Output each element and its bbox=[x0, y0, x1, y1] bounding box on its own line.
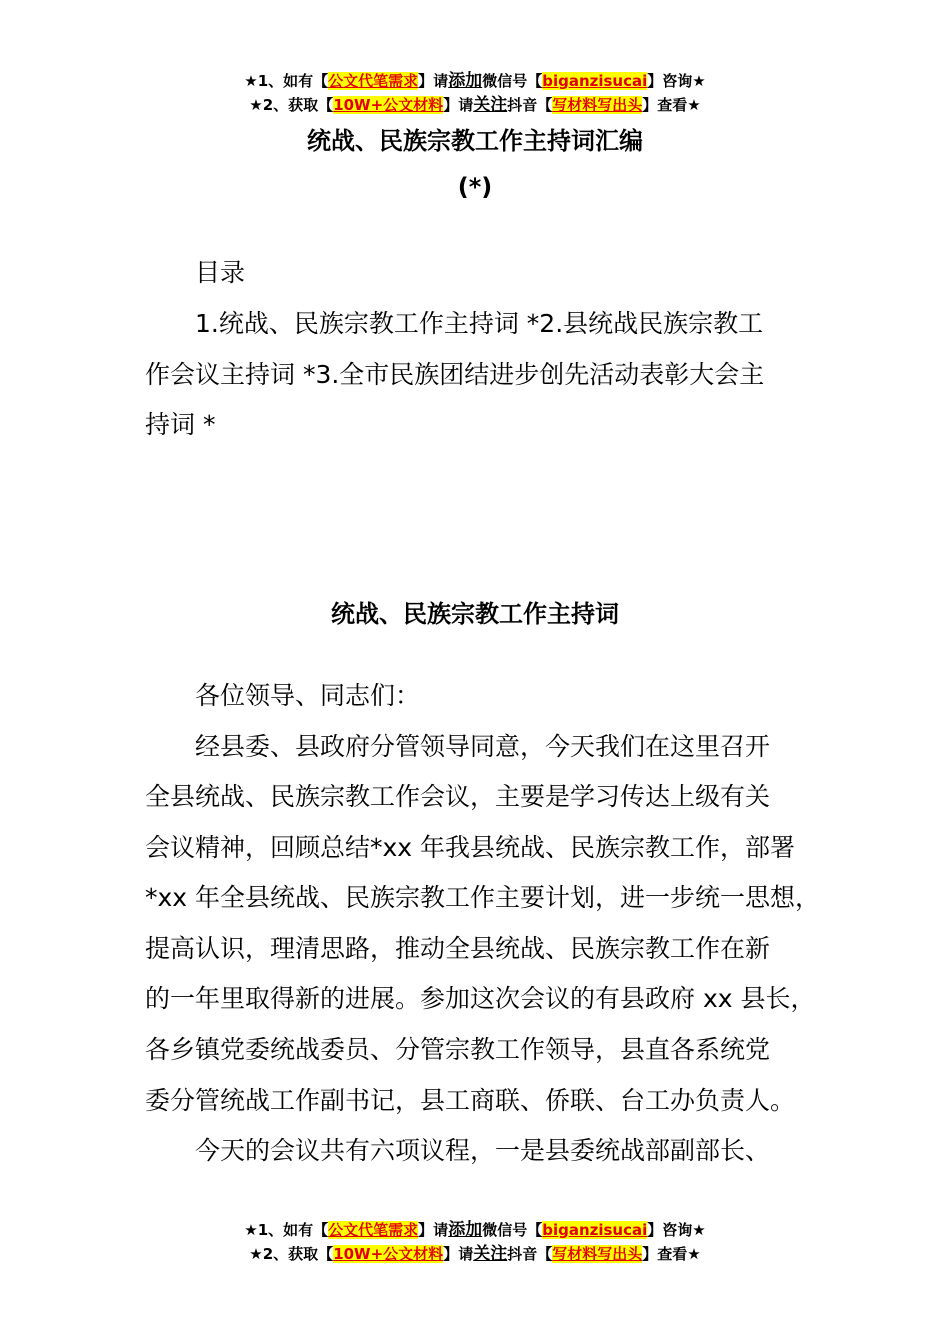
promo-text: 添加 bbox=[448, 71, 483, 91]
promo-text: 】查看★ bbox=[642, 1245, 701, 1263]
promo-highlight: 写材料写出头 bbox=[552, 1245, 643, 1263]
promo-text: 抖音【 bbox=[507, 1245, 553, 1263]
body-line: 会议精神，回顾总结*xx 年我县统战、民族宗教工作，部署 bbox=[145, 833, 796, 862]
promo-text: 抖音【 bbox=[507, 96, 553, 114]
body-line: 各乡镇党委统战委员、分管宗教工作领导，县直各系统党 bbox=[145, 1035, 771, 1064]
promo-highlight: 10W+公文材料 bbox=[333, 1245, 444, 1263]
promo-text: ★1、如有【 bbox=[244, 72, 329, 90]
body-line: *xx 年全县统战、民族宗教工作主要计划，进一步统一思想， bbox=[145, 883, 821, 912]
promo-text: ★2、获取【 bbox=[249, 1245, 334, 1263]
promo-text: 】请 bbox=[418, 72, 449, 90]
promo-highlight: 公文代笔需求 bbox=[328, 1221, 419, 1239]
body-line: 提高认识，理清思路，推动全县统战、民族宗教工作在新 bbox=[145, 934, 771, 963]
promo-text: 】请 bbox=[443, 1245, 474, 1263]
promo-highlight: biganzisucai bbox=[542, 1221, 648, 1239]
promo-text: 】咨询★ bbox=[647, 1221, 706, 1239]
document-subtitle: (*) bbox=[457, 173, 493, 201]
section-title: 统战、民族宗教工作主持词 bbox=[331, 600, 619, 628]
promo-highlight: 写材料写出头 bbox=[552, 96, 643, 114]
promo-highlight: 公文代笔需求 bbox=[328, 72, 419, 90]
promo-text: 关注 bbox=[473, 1244, 508, 1264]
promo-text: 微信号【 bbox=[482, 1221, 543, 1239]
document-title: 统战、民族宗教工作主持词汇编 bbox=[307, 127, 643, 155]
toc-heading: 目录 bbox=[195, 258, 246, 287]
promo-text: 微信号【 bbox=[482, 72, 543, 90]
promo-banner-bottom-1 bbox=[0, 1218, 950, 1242]
body-line: 经县委、县政府分管领导同意，今天我们在这里召开 bbox=[195, 732, 771, 761]
body-line: 各位领导、同志们： bbox=[195, 681, 421, 710]
promo-highlight: 10W+公文材料 bbox=[333, 96, 444, 114]
promo-text: 关注 bbox=[473, 95, 508, 115]
promo-text: 添加 bbox=[448, 1220, 483, 1240]
promo-highlight: biganzisucai bbox=[542, 72, 648, 90]
promo-text: ★1、如有【 bbox=[244, 1221, 329, 1239]
body-line: 的一年里取得新的进展。参加这次会议的有县政府 xx 县长， bbox=[145, 984, 816, 1013]
promo-banner-top-2 bbox=[0, 93, 950, 117]
body-line: 委分管统战工作副书记，县工商联、侨联、台工办负责人。 bbox=[145, 1086, 796, 1115]
promo-text: 】请 bbox=[418, 1221, 449, 1239]
promo-banner-top-1 bbox=[0, 69, 950, 93]
body-line: 全县统战、民族宗教工作会议，主要是学习传达上级有关 bbox=[145, 782, 771, 811]
toc-line: 1.统战、民族宗教工作主持词 *2.县统战民族宗教工 bbox=[195, 309, 764, 338]
promo-text: ★2、获取【 bbox=[249, 96, 334, 114]
toc-line: 作会议主持词 *3.全市民族团结进步创先活动表彰大会主 bbox=[145, 360, 765, 389]
promo-text: 】请 bbox=[443, 96, 474, 114]
promo-banner-bottom-2 bbox=[0, 1242, 950, 1266]
body-line: 今天的会议共有六项议程，一是县委统战部副部长、 bbox=[195, 1136, 771, 1165]
promo-text: 】咨询★ bbox=[647, 72, 706, 90]
promo-text: 】查看★ bbox=[642, 96, 701, 114]
toc-line: 持词 * bbox=[145, 410, 216, 439]
